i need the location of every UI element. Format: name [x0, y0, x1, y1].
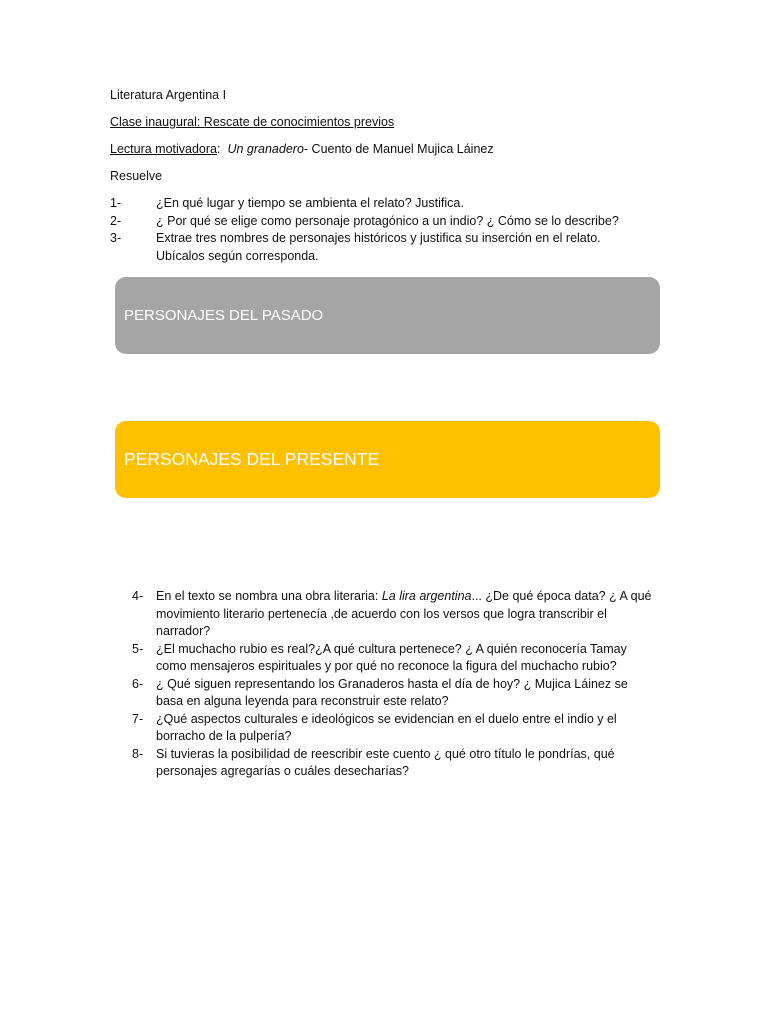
class-heading: Clase inaugural: Rescate de conocimientos previos [110, 115, 395, 129]
question-text: Extrae tres nombres de personajes históricos y justifica su inserción en el relato. Ubícalos según corresponda. [156, 231, 601, 263]
question-text: Si tuvieras la posibilidad de reescribir este cuento ¿ qué otro título le pondrías, qué personajes agregarías o cuáles desecharías? [156, 746, 615, 778]
question-number: 3- [110, 231, 122, 245]
questions-list-a [110, 195, 630, 265]
question-item [110, 641, 658, 676]
question-number: 6- [132, 676, 144, 691]
question-number: 4- [132, 589, 144, 603]
question-number: 1- [110, 196, 122, 210]
question-number: 2- [110, 213, 122, 228]
question-number: 7- [132, 711, 144, 726]
question-item [110, 711, 658, 746]
question-text: ¿En qué lugar y tiempo se ambienta el relato? Justifica. [156, 196, 464, 210]
question-text: ... ¿De qué época data? ¿ A qué movimiento literario pertenecía ,de acuerdo con los versos que logra transcribir el narrador? [156, 589, 652, 638]
past-characters-box [115, 277, 660, 354]
question-item [110, 588, 658, 641]
reading-rest: - Cuento de Manuel Mujica Láinez [303, 142, 494, 156]
question-text: ¿El muchacho rubio es real?¿A qué cultura pertenece? ¿ A quién reconocería Tamay como mensajeros espirituales y por qué no reconoce la figura del muchacho rubio? [156, 641, 627, 673]
question-item [110, 213, 630, 231]
reading-title: Un granadero [227, 142, 304, 156]
question-number: 8- [132, 746, 144, 761]
question-italic: La lira argentina [381, 589, 472, 603]
question-item [110, 746, 658, 781]
past-characters-label: PERSONAJES DEL PASADO [124, 307, 324, 324]
present-characters-label: PERSONAJES DEL PRESENTE [124, 449, 380, 469]
reading-line [110, 141, 494, 157]
resolve-label: Resuelve [110, 169, 163, 183]
question-number: 5- [132, 641, 144, 656]
question-item [110, 676, 658, 711]
question-item [110, 230, 630, 265]
present-characters-box [115, 421, 660, 498]
course-title: Literatura Argentina I [110, 88, 227, 102]
question-item [110, 195, 630, 213]
question-pre: En el texto se nombra una obra literaria: [156, 589, 382, 603]
questions-list-b [110, 588, 658, 781]
question-text: ¿ Qué siguen representando los Granaderos hasta el día de hoy? ¿ Mujica Láinez se basa en alguna leyenda para reconstruir este relato? [156, 676, 628, 708]
question-text: ¿Qué aspectos culturales e ideológicos se evidencian en el duelo entre el indio y el borracho de la pulpería? [156, 711, 617, 743]
question-text: ¿ Por qué se elige como personaje protagónico a un indio? ¿ Cómo se lo describe? [156, 213, 619, 228]
reading-sep: : [217, 142, 221, 156]
reading-label: Lectura motivadora [110, 142, 218, 156]
